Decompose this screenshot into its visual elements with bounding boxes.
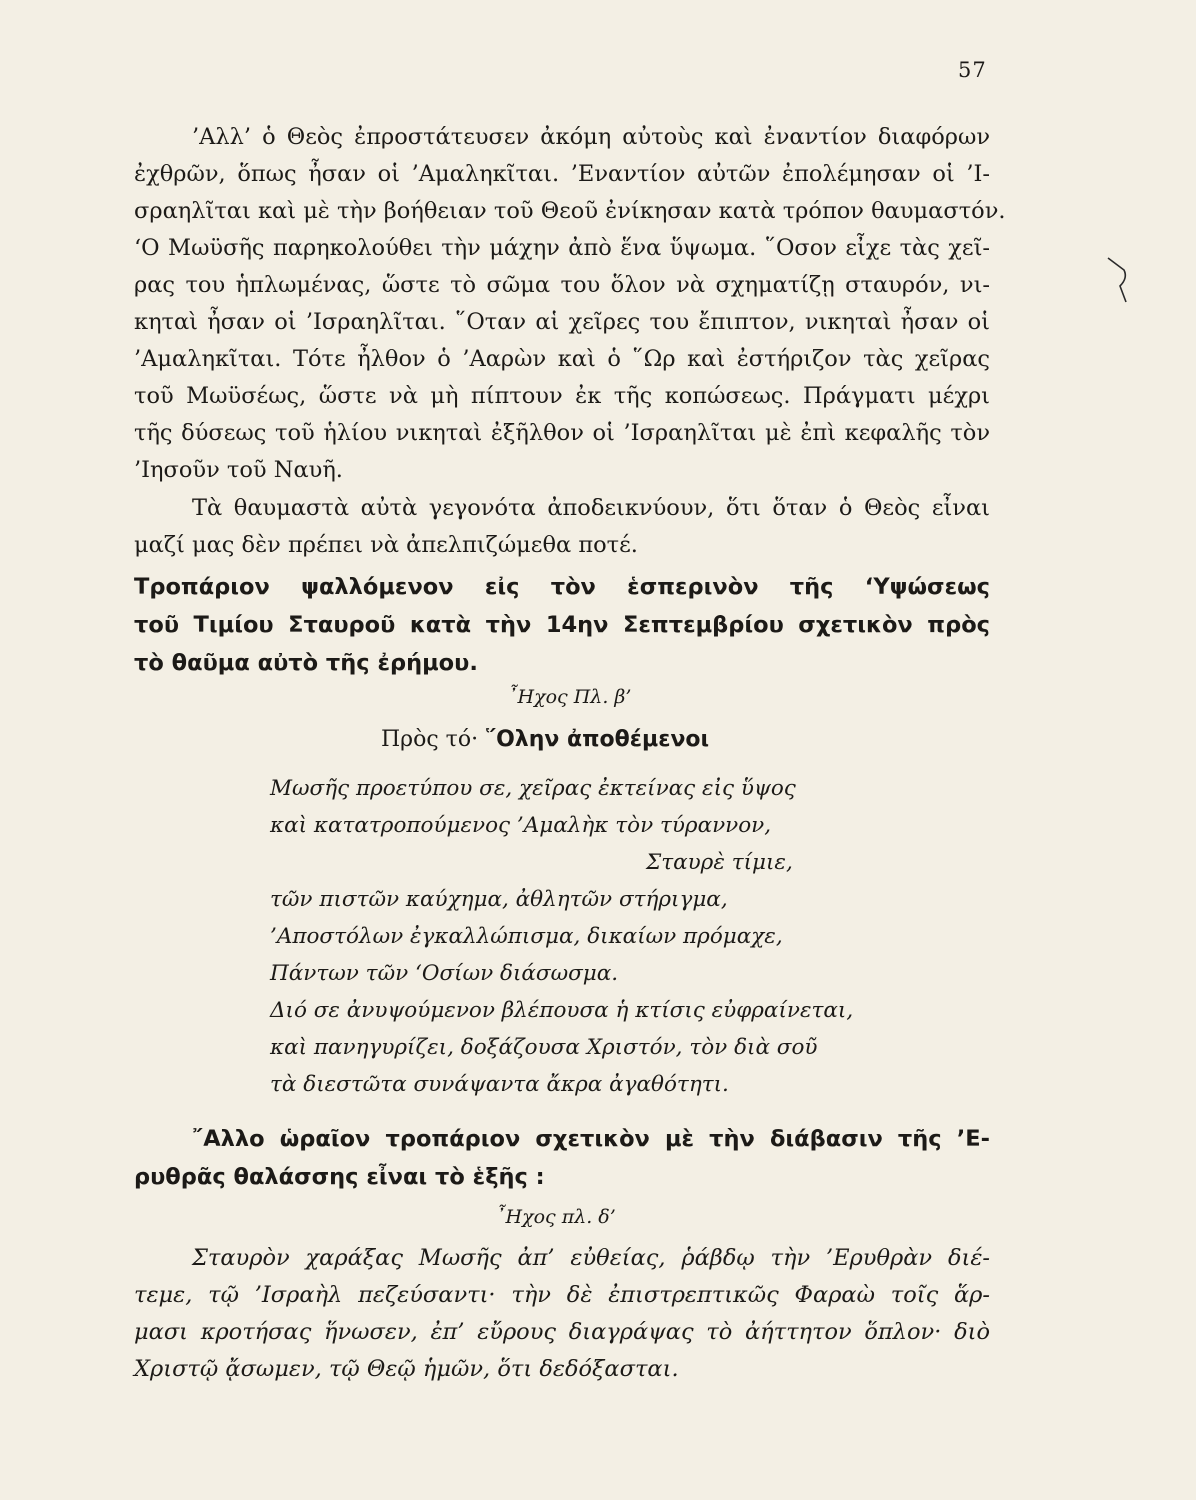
heading-line: τὸ θαῦμα αὐτὸ τῆς ἐρήμου. bbox=[134, 650, 478, 676]
section-2-tone: ῏Ηχος πλ. δ’ bbox=[496, 1206, 616, 1228]
hymn-line: τῶν πιστῶν καύχημα, ἀθλητῶν στήριγμα, bbox=[270, 887, 728, 912]
paragraph-2 bbox=[134, 490, 990, 564]
section-2-troparion bbox=[134, 1240, 990, 1388]
text-line: Τὰ θαυμαστὰ αὐτὰ γεγονότα ἀποδεικνύουν, ὅτι ὅταν ὁ Θεὸς εἶναι bbox=[192, 495, 990, 521]
melody-title: ῞Ολην ἀποθέμενοι bbox=[485, 727, 710, 752]
melody-prefix: Πρὸς τό· bbox=[381, 727, 479, 752]
margin-pencil-mark bbox=[1098, 256, 1138, 304]
troparion-line: Σταυρὸν χαράξας Μωσῆς ἀπ’ εὐθείας, ῥάβδῳ τὴν ’Ερυθρὰν διέ- bbox=[192, 1245, 990, 1271]
heading-line: τοῦ Τιμίου Σταυροῦ κατὰ τὴν 14ην Σεπτεμβρίου σχετικὸν πρὸς bbox=[134, 612, 990, 638]
heading-line: ρυθρᾶς θαλάσσης εἶναι τὸ ἑξῆς : bbox=[134, 1164, 545, 1190]
hymn-line: Πάντων τῶν ‘Οσίων διάσωσμα. bbox=[270, 961, 619, 986]
text-line: ‘Ο Μωϋσῆς παρηκολούθει τὴν μάχην ἀπὸ ἕνα ὕψωμα. ῞Οσον εἶχε τὰς χεῖ- bbox=[134, 235, 990, 261]
text-line: ἐχθρῶν, ὅπως ἦσαν οἱ ’Αμαληκῖται. ’Εναντίον αὐτῶν ἐπολέμησαν οἱ ’Ι- bbox=[134, 161, 990, 187]
section-1-tone: ῏Ηχος Πλ. β’ bbox=[508, 686, 632, 708]
hymn-line: καὶ πανηγυρίζει, δοξάζουσα Χριστόν, τὸν διὰ σοῦ bbox=[270, 1035, 818, 1060]
hymn-line: Σταυρὲ τίμιε, bbox=[646, 850, 793, 875]
text-line: ’Ιησοῦν τοῦ Ναυῆ. bbox=[134, 457, 343, 483]
hymn-line: καὶ κατατροπούμενος ’Αμαλὴκ τὸν τύραννον, bbox=[270, 813, 772, 838]
hymn-line: Μωσῆς προετύπου σε, χεῖρας ἐκτείνας εἰς ὕψος bbox=[270, 776, 796, 801]
paragraph-1 bbox=[134, 119, 1006, 489]
heading-line: ῎Αλλο ὡραῖον τροπάριον σχετικὸν μὲ τὴν διάβασιν τῆς ’Ε- bbox=[192, 1126, 990, 1152]
section-1-hymn bbox=[270, 770, 910, 1103]
text-line: τοῦ Μωϋσέως, ὥστε νὰ μὴ πίπτουν ἐκ τῆς κοπώσεως. Πράγματι μέχρι bbox=[134, 383, 990, 409]
hymn-line: Διό σε ἀνυψούμενον βλέπουσα ἡ κτίσις εὐφραίνεται, bbox=[270, 998, 854, 1023]
text-line: τῆς δύσεως τοῦ ἡλίου νικηταὶ ἐξῆλθον οἱ ’Ισραηλῖται μὲ ἐπὶ κεφαλῆς τὸν bbox=[134, 420, 990, 446]
text-line: κηταὶ ἦσαν οἱ ’Ισραηλῖται. ῞Οταν αἱ χεῖρες του ἔπιπτον, νικηταὶ ἦσαν οἱ bbox=[134, 309, 990, 335]
troparion-line: Χριστῷ ᾄσωμεν, τῷ Θεῷ ἡμῶν, ὅτι δεδόξασται. bbox=[134, 1356, 679, 1382]
section-1-heading bbox=[134, 568, 990, 682]
section-2-heading bbox=[134, 1120, 990, 1196]
troparion-line: μασι κροτήσας ἥνωσεν, ἐπ’ εὔρους διαγράψας τὸ ἀήττητον ὅπλον· διὸ bbox=[134, 1319, 990, 1345]
text-line: ’Αλλ’ ὁ Θεὸς ἐπροστάτευσεν ἀκόμη αὐτοὺς καὶ ἐναντίον διαφόρων bbox=[192, 124, 990, 150]
section-1-melody bbox=[381, 727, 709, 752]
text-line: μαζί μας δὲν πρέπει νὰ ἀπελπιζώμεθα ποτέ. bbox=[134, 532, 638, 558]
troparion-line: τεμε, τῷ ’Ισραὴλ πεζεύσαντι· τὴν δὲ ἐπιστρεπτικῶς Φαραὼ τοῖς ἅρ- bbox=[134, 1282, 990, 1308]
text-line: ρας του ἡπλωμένας, ὥστε τὸ σῶμα του ὅλον νὰ σχηματίζῃ σταυρόν, νι- bbox=[134, 272, 990, 298]
text-line: σραηλῖται καὶ μὲ τὴν βοήθειαν τοῦ Θεοῦ ἐνίκησαν κατὰ τρόπον θαυμαστόν. bbox=[134, 198, 1006, 224]
text-line: ’Αμαληκῖται. Τότε ἦλθον ὁ ’Ααρὼν καὶ ὁ ῞Ωρ καὶ ἐστήριζον τὰς χεῖρας bbox=[134, 346, 990, 372]
page-number: 57 bbox=[958, 58, 987, 82]
hymn-line: τὰ διεστῶτα συνάψαντα ἄκρα ἀγαθότητι. bbox=[270, 1072, 729, 1097]
hymn-line: ’Αποστόλων ἐγκαλλώπισμα, δικαίων πρόμαχε, bbox=[270, 924, 783, 949]
heading-line: Τροπάριον ψαλλόμενον εἰς τὸν ἑσπερινὸν τῆς ‘Υψώσεως bbox=[134, 574, 990, 600]
